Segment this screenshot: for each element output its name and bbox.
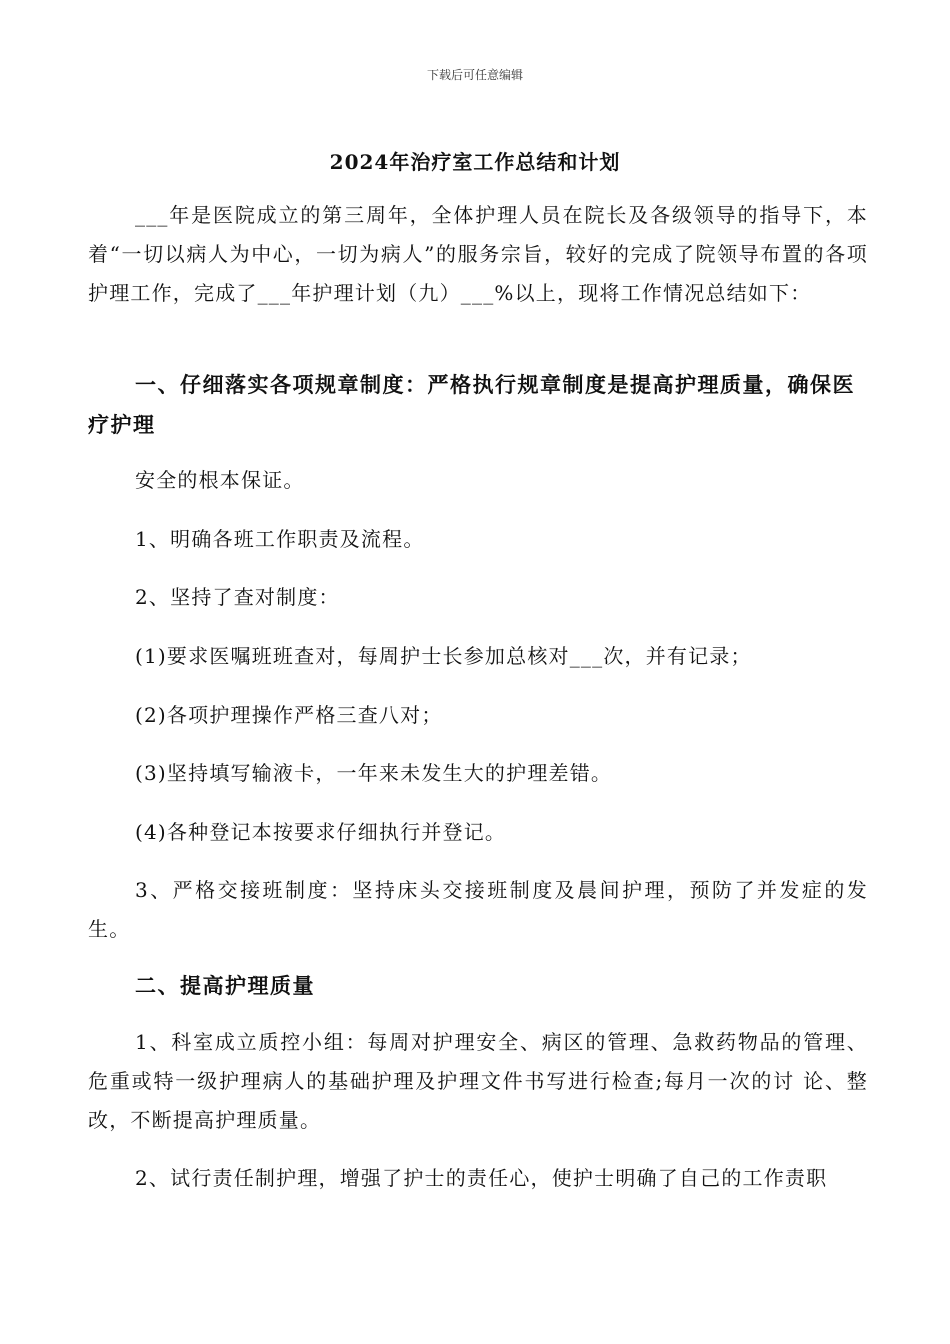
sub-item-4: (4)各种登记本按要求仔细执行并登记。 [135,820,507,844]
sub-item-1: (1)要求医嘱班班查对，每周护士长参加总核对___次，并有记录； [135,644,752,668]
page-header-note: 下载后可任意编辑 [426,68,523,82]
section-1-heading: 一、仔细落实各项规章制度：严格执行规章制度是提高护理质量，确保医疗护理 [88,372,855,437]
intro-paragraph: ___年是医院成立的第三周年，全体护理人员在院长及各级领导的指导下，本着“一切以病人为中心，一切为病人”的服务宗旨，较好的完成了院领导布置的各项护理工作，完成了___年护理计划（九）___%以上，现将工作情况总结如下： [88,203,868,305]
sub-item-3: (3)坚持填写输液卡，一年来未发生大的护理差错。 [135,761,613,785]
list-item-1: 1、明确各班工作职责及流程。 [135,527,425,551]
sub-item-2: (2)各项护理操作严格三查八对； [135,703,443,727]
section-2-item-1: 1、科室成立质控小组：每周对护理安全、病区的管理、急救药物品的管理、危重或特一级护理病人的基础护理及护理文件书写进行检查;每月一次的讨 论、整改，不断提高护理质量。 [88,1030,868,1132]
document-title: 2024年治疗室工作总结和计划 [329,150,621,174]
list-item-2: 2、坚持了查对制度： [135,585,340,609]
section-2-heading: 二、提高护理质量 [135,973,315,998]
section-1-continuation: 安全的根本保证。 [135,468,305,492]
list-item-3: 3、严格交接班制度：坚持床头交接班制度及晨间护理，预防了并发症的发生。 [88,878,868,941]
section-2-item-2: 2、试行责任制护理，增强了护士的责任心，使护士明确了自己的工作责职 [135,1166,828,1190]
